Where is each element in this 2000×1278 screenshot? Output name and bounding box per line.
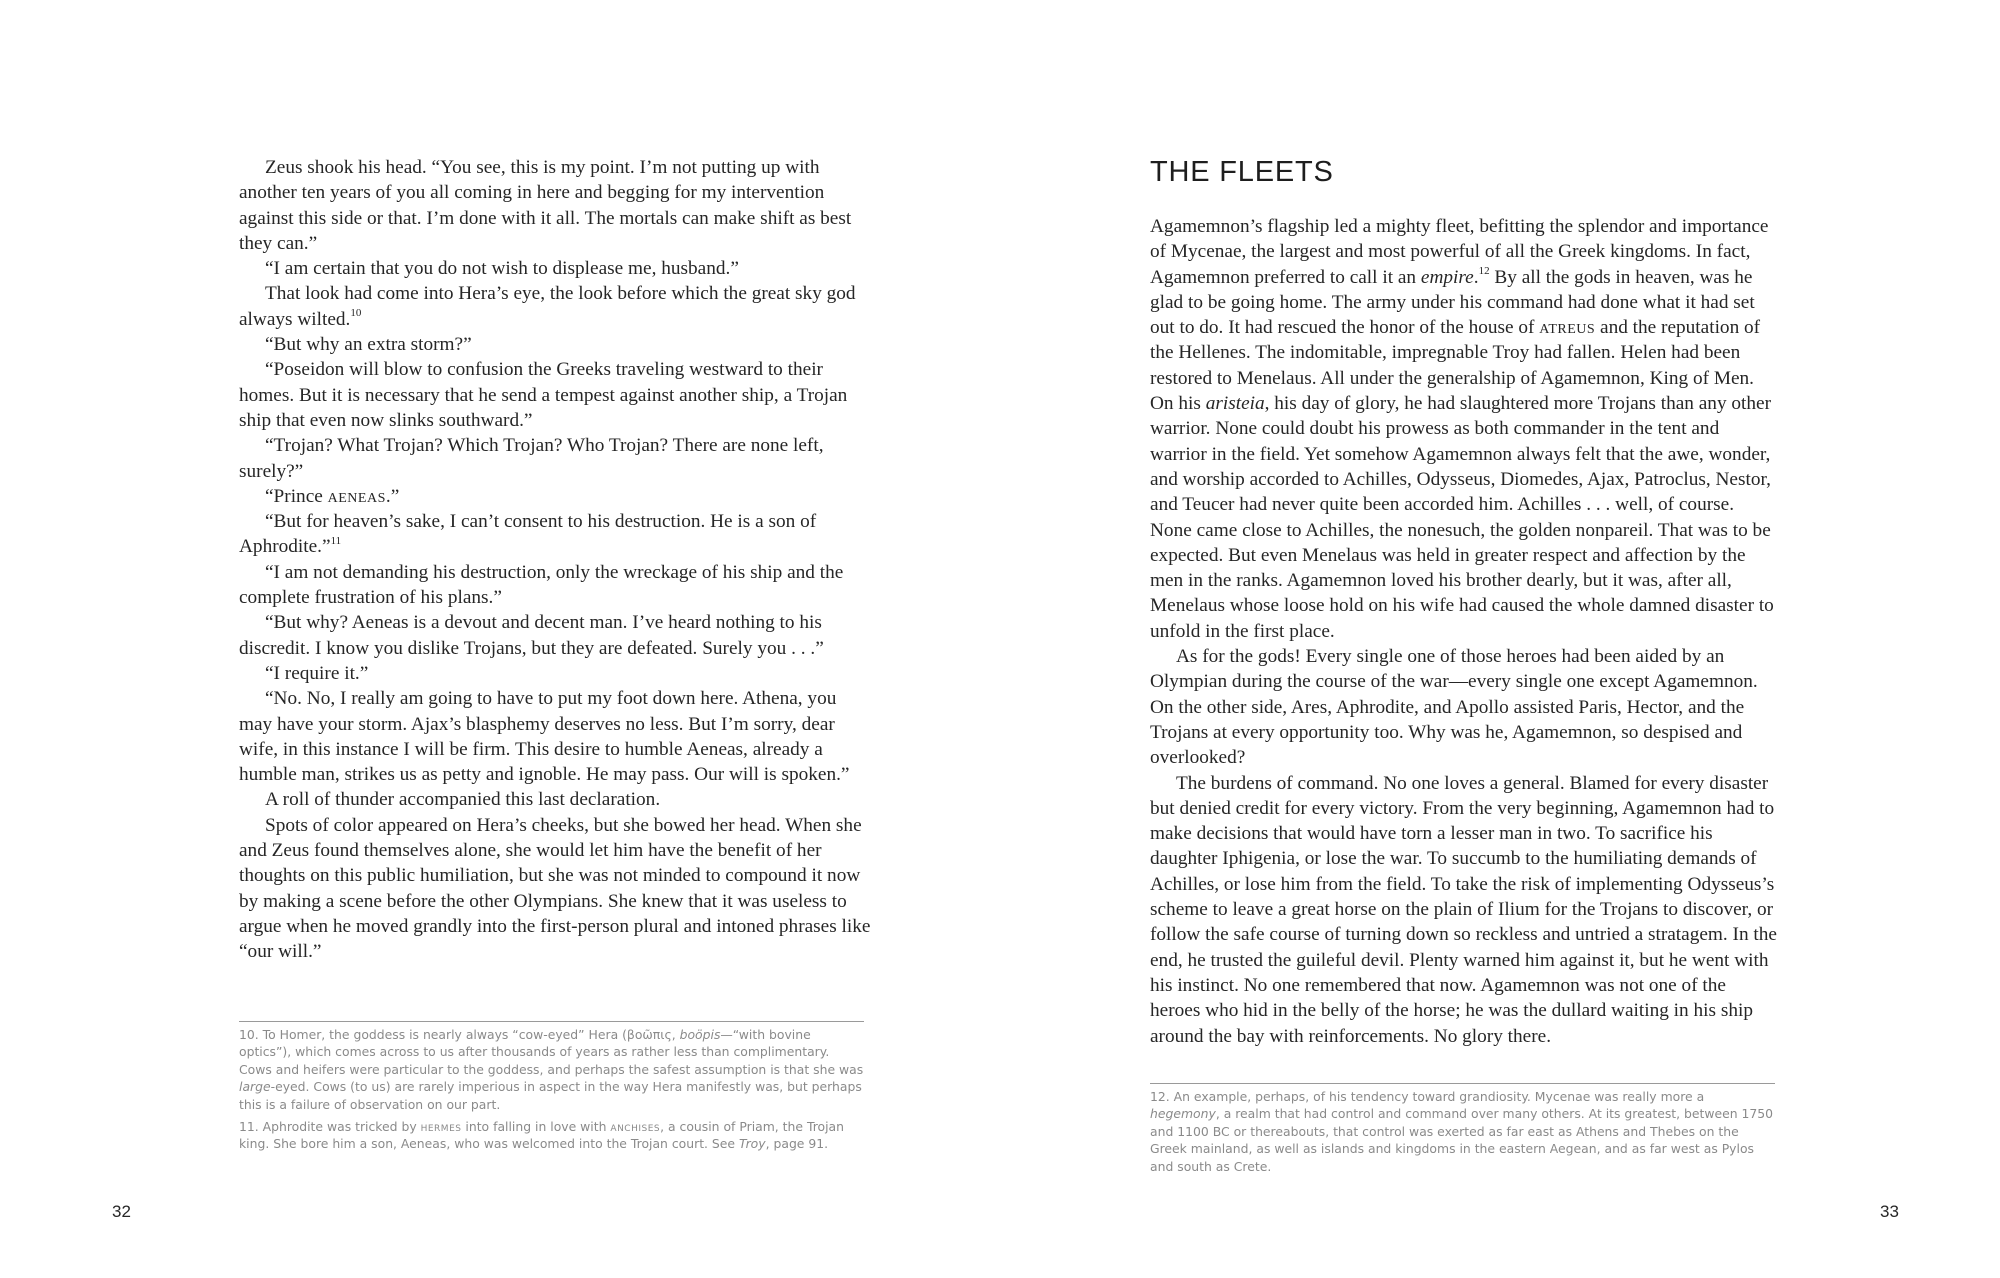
- paragraph: The burdens of command. No one loves a general. Blamed for every disaster but denied credit for every victory. From the very beginning, Agamemnon had to make decisions that would have torn a lesser man in two. To sacrifice his daughter Iphigenia, or lose the war. To succumb to the humiliating demands of Achilles, or lose him from the field. To take the risk of implementing Odysseus’s scheme to leave a great horse on the plain of Ilium for the Trojans to discover, or follow the safe course of turning down so reckless and untried a stratagem. In the end, he trusted the guileful devil. Plenty warned him against it, but he went with his instinct. No one remembered that now. Agamemnon was not one of the heroes who hid in the belly of the horse; he was the dullard waiting in his ship around the bay with reinforcements. No glory there.: [1150, 772, 1777, 1047]
- paragraph: “Poseidon will blow to confusion the Greeks traveling westward to their homes. But it is necessary that he send a tempest against another ship, a Trojan ship that even now slinks southward.”: [239, 359, 848, 431]
- paragraph: “But for heaven’s sake, I can’t consent to his destruction. He is a son of Aphrodite.”$^{11}$: [239, 511, 817, 558]
- chapter-title: THE FLEETS: [1150, 156, 1334, 188]
- footnote-ref-10[interactable]: 10: [350, 307, 362, 320]
- paragraph: “No. No, I really am going to have to put my foot down here. Athena, you may have your storm. Ajax’s blasphemy deserves no less. But I’m sorry, dear wife, in this instance I will be firm. This desire to humble Aeneas, already a humble man, strikes us as petty and ignoble. He may pass. Our will is spoken.”: [239, 688, 850, 786]
- body-text: [239, 155, 871, 965]
- name-smallcaps: atreus: [1539, 317, 1596, 339]
- page-number: 33: [1880, 1202, 1899, 1221]
- paragraph: Zeus shook his head. “You see, this is my point. I’m not putting up with another ten years of you all coming in here and begging for my intervention against this side or that. I’m done with it all. The mortals can make shift as best they can.”: [239, 157, 852, 254]
- paragraph: Agamemnon’s flagship led a mighty fleet, befitting the splendor and importance of Mycenae, the largest and most powerful of all the Greek kingdoms. In fact, Agamemnon preferred to call it an empire.$^{12}$ By all the gods in heaven, was he glad to be going home. The army under his command had done what it had set out to do. It had rescued the honor of the house of atreus and the reputation of the Hellenes. The indomitable, impregnable Troy had fallen. Helen had been restored to Menelaus. All under the generalship of Agamemnon, King of Men. On his aristeia, his day of glory, he had slaughtered more Trojans than any other warrior. None could doubt his prowess as both commander in the tent and warrior in the field. Yet somehow Agamemnon always felt that the awe, wonder, and worship accorded to Achilles, Odysseus, Diomedes, Ajax, Patroclus, Nestor, and Teucer had never quite been accorded him. Achilles . . . well, of course. None came close to Achilles, the nonesuch, the golden nonpareil. That was to be expected. But even Menelaus was held in greater respect and affection by the men in the ranks. Agamemnon loved his brother dearly, but it was, after all, Menelaus whose loose hold on his wife had caused the whole damned disaster to unfold in the first place.: [1150, 216, 1774, 642]
- body-text: [1150, 214, 1780, 1049]
- footnote-12: 12. An example, perhaps, of his tendency toward grandiosity. Mycenae was really more a hegemony, a realm that had control and command over many others. At its greatest, between 1750 and 1100 BC or thereabouts, that control was exerted as far east as Athens and Thebes on the Greek mainland, as well as islands and kingdoms in the eastern Aegean, and as far west as Pylos and south as Crete.: [1150, 1089, 1774, 1174]
- right-page: [1000, 0, 2000, 1278]
- footnote-11: 11. Aphrodite was tricked by hermes into falling in love with anchises, a cousin of Priam, the Trojan king. She bore him a son, Aeneas, who was welcomed into the Trojan court. See Troy, page 91.: [239, 1119, 844, 1152]
- footnote-ref-11[interactable]: 11: [330, 535, 342, 548]
- footnote-ref-12[interactable]: 12: [1478, 265, 1490, 278]
- paragraph: “I require it.”: [265, 662, 369, 684]
- paragraph: “Trojan? What Trojan? Which Trojan? Who Trojan? There are none left, surely?”: [239, 435, 824, 482]
- paragraph: “I am not demanding his destruction, only the wreckage of his ship and the complete frustration of his plans.”: [239, 561, 844, 609]
- paragraph: A roll of thunder accompanied this last declaration.: [265, 789, 661, 811]
- paragraph: “Prince aeneas.”: [265, 485, 400, 507]
- paragraph: That look had come into Hera’s eye, the look before which the great sky god always wilted.$^{10}$: [239, 283, 856, 330]
- paragraph: As for the gods! Every single one of those heroes had been aided by an Olympian during the course of the war—every single one except Agamemnon. On the other side, Ares, Aphrodite, and Apollo assisted Paris, Hector, and the Trojans at every opportunity too. Why was he, Agamemnon, so despised and overlooked?: [1150, 646, 1758, 769]
- paragraph: “I am certain that you do not wish to displease me, husband.”: [265, 258, 739, 280]
- footnotes: [1150, 1083, 1775, 1180]
- paragraph: Spots of color appeared on Hera’s cheeks, but she bowed her head. When she and Zeus found themselves alone, she would let him have the benefit of her thoughts on this public humiliation, but she was not minded to compound it now by making a scene before the other Olympians. She knew that it was useless to argue when he moved grandly into the first-person plural and intoned phrases like “our will.”: [239, 814, 871, 963]
- paragraph: “But why? Aeneas is a devout and decent man. I’ve heard nothing to his discredit. I know you dislike Trojans, but they are defeated. Surely you . . .”: [239, 612, 824, 659]
- name-smallcaps: aeneas: [327, 485, 386, 507]
- page-number: 32: [112, 1202, 131, 1221]
- footnote-10: 10. To Homer, the goddess is nearly always “cow-eyed” Hera (βοῶπις, boöpis—“with bovine optics”), which comes across to us after thousands of years as rather less than complimentary. Cows and heifers were particular to the goddess, and perhaps the safest assumption is that she was large-eyed. Cows (to us) are rarely imperious in aspect in the way Hera manifestly was, but perhaps this is a failure of observation on our part.: [239, 1027, 864, 1112]
- footnotes: [239, 1021, 864, 1158]
- paragraph: “But why an extra storm?”: [265, 334, 472, 356]
